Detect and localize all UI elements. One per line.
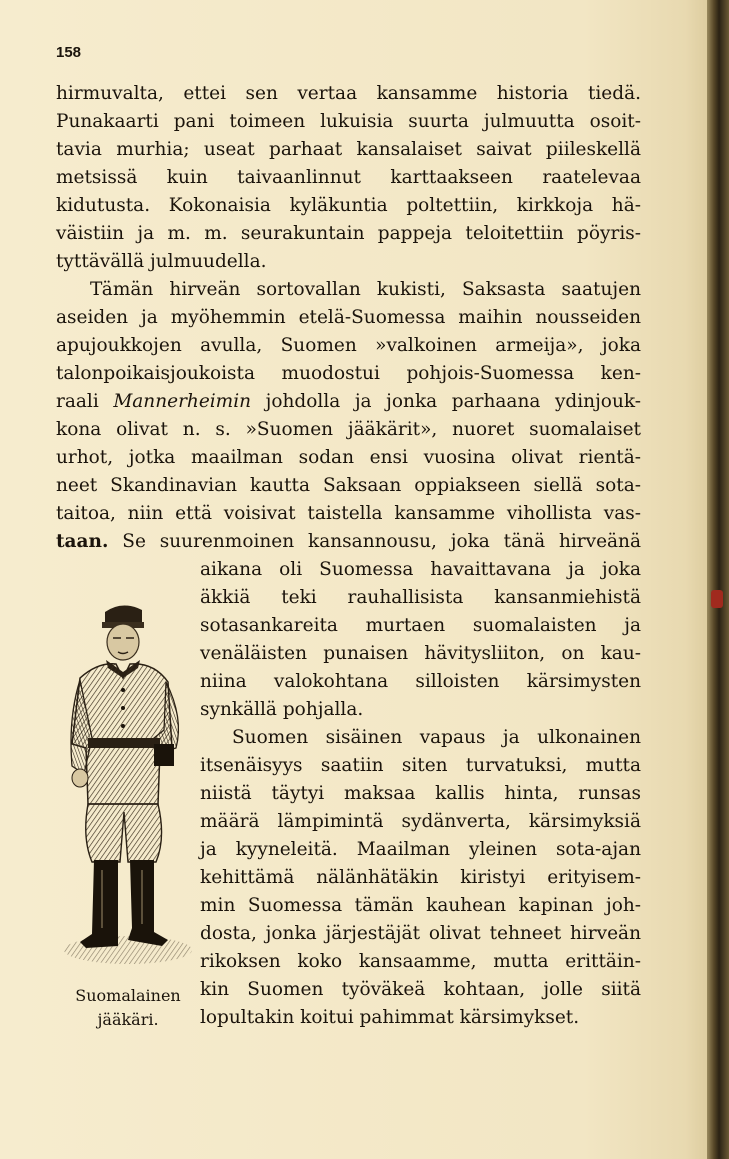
paragraph-line: rikoksen koko kansaamme, mutta erittäin- [200, 951, 641, 972]
paragraph-line: niina valokohtana silloisten kärsimysten [200, 671, 641, 692]
figure-caption-line-2: jääkäri. [97, 1010, 159, 1029]
paragraph-line: väistiin ja m. m. seurakuntain pappeja teloitettiin pöyris- [56, 223, 641, 244]
paragraph-line: sotasankareita murtaen suomalaisten ja [200, 615, 641, 636]
paragraph-text: Se suurenmoinen kansannousu, joka tänä hirveänä [108, 531, 641, 552]
paragraph-line: äkkiä teki rauhallisista kansanmiehistä [200, 587, 641, 608]
page-number: 158 [56, 44, 82, 61]
paragraph-line: aseiden ja myöhemmin etelä-Suomessa maihin nousseiden [56, 307, 641, 328]
paragraph-line: kidutusta. Kokonaisia kyläkuntia poltettiin, kirkkoja hä- [56, 195, 641, 216]
person-name: Mannerheimin [113, 391, 252, 412]
paragraph-line [56, 388, 641, 416]
paragraph-line: apujoukkojen avulla, Suomen »valkoinen armeija», joka [56, 335, 641, 356]
paragraph-line: niistä täytyi maksaa kallis hinta, runsas [200, 783, 641, 804]
paragraph-line: kin Suomen työväkeä kohtaan, jolle siitä [200, 979, 641, 1000]
soldier-illustration [58, 598, 198, 976]
paragraph-line: metsissä kuin taivaanlinnut karttaakseen raatelevaa [56, 167, 641, 188]
paragraph-line: kehittämä nälänhätäkin kiristyi erityisem- [200, 867, 641, 888]
paragraph-line: lopultakin koitui pahimmat kärsimykset. [200, 1007, 580, 1028]
paragraph-line: talonpoikaisjoukoista muodostui pohjois-Suomessa ken- [56, 363, 641, 384]
paragraph-line: hirmuvalta, ettei sen vertaa kansamme historia tiedä. [56, 83, 641, 104]
paragraph-line: urhot, jotka maailman sodan ensi vuosina olivat rientä- [56, 447, 641, 468]
paragraph-line: Tämän hirveän sortovallan kukisti, Saksasta saatujen [90, 279, 641, 300]
paragraph-line: Punakaarti pani toimeen lukuisia suurta julmuutta osoit- [56, 111, 641, 132]
paragraph-line: kona olivat n. s. »Suomen jääkärit», nuoret suomalaiset [56, 419, 641, 440]
book-page-edge [707, 0, 729, 1159]
figure-caption-line-1: Suomalainen [75, 986, 181, 1005]
paragraph-line: tyttävällä julmuudella. [56, 251, 267, 272]
paragraph-line: synkällä pohjalla. [200, 699, 364, 720]
paragraph-line: itsenäisyys saatiin siten turvatuksi, mutta [200, 755, 641, 776]
paragraph-line: dosta, jonka järjestäjät olivat tehneet hirveän [200, 923, 641, 944]
paragraph-line: määrä lämpimintä sydänverta, kärsimyksiä [200, 811, 641, 832]
paragraph-line: ja kyyneleitä. Maailman yleinen sota-ajan [200, 839, 641, 860]
paragraph-line: neet Skandinavian kautta Saksaan oppiakseen siellä sota- [56, 475, 641, 496]
paragraph-line: aikana oli Suomessa havaittavana ja joka [200, 559, 641, 580]
page-edge-marker [711, 590, 723, 608]
paragraph-line: venäläisten punaisen hävitysliiton, on kau- [200, 643, 641, 664]
paragraph-text-bold: taan. [56, 531, 109, 552]
paragraph-text: johdolla ja jonka parhaana ydinjouk- [251, 391, 642, 412]
paragraph-text: raali [56, 391, 114, 412]
paragraph-line: taitoa, niin että voisivat taistella kansamme vihollista vas- [56, 503, 641, 524]
paragraph-line: Suomen sisäinen vapaus ja ulkonainen [232, 727, 641, 748]
paragraph-line: min Suomessa tämän kauhean kapinan joh- [200, 895, 641, 916]
paragraph-line [56, 528, 641, 556]
paragraph-line: tavia murhia; useat parhaat kansalaiset saivat piileskellä [56, 139, 641, 160]
